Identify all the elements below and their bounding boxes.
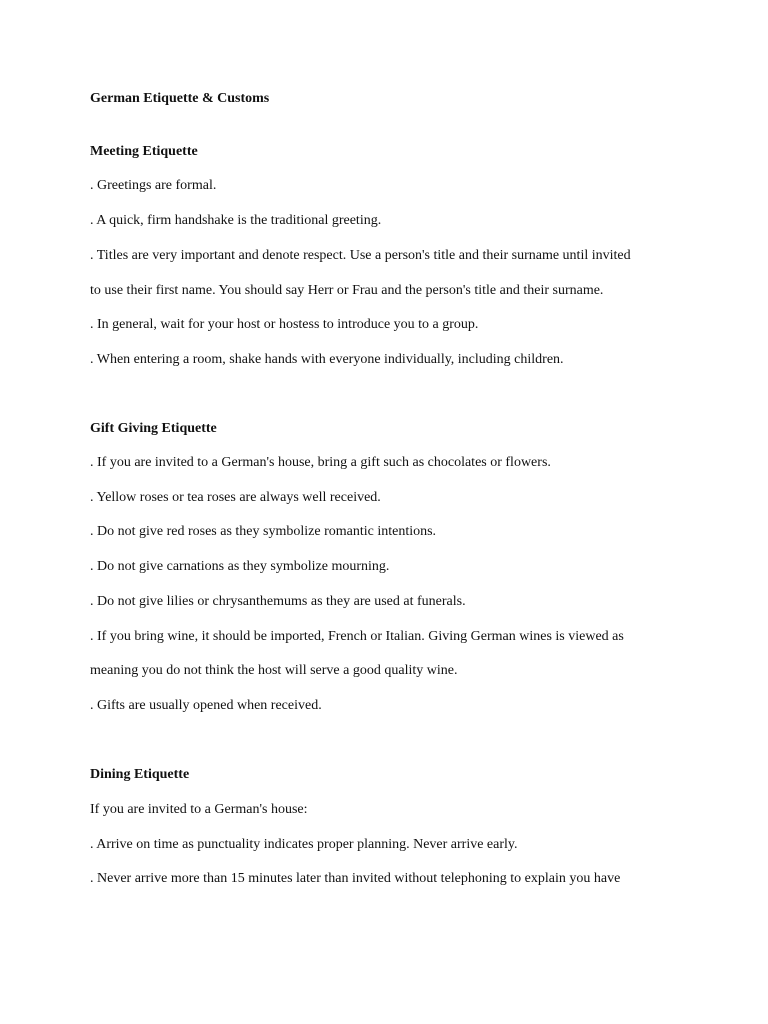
meeting-line: . Titles are very important and denote respect. Use a person's title and their surname until invited xyxy=(90,248,631,263)
section-heading-gift: Gift Giving Etiquette xyxy=(90,421,217,436)
gift-line: meaning you do not think the host will serve a good quality wine. xyxy=(90,663,458,678)
gift-line: . Do not give red roses as they symbolize romantic intentions. xyxy=(90,524,437,539)
gift-line: . Do not give lilies or chrysanthemums as they are used at funerals. xyxy=(90,594,466,609)
meeting-line: . In general, wait for your host or hostess to introduce you to a group. xyxy=(90,317,479,332)
gift-line: . Yellow roses or tea roses are always well received. xyxy=(90,490,381,505)
meeting-line: . Greetings are formal. xyxy=(90,178,217,193)
section-heading-meeting: Meeting Etiquette xyxy=(90,144,198,159)
dining-line: . Never arrive more than 15 minutes later than invited without telephoning to explain you have xyxy=(90,871,621,886)
section-heading-dining: Dining Etiquette xyxy=(90,767,190,782)
gift-line: . If you bring wine, it should be imported, French or Italian. Giving German wines is viewed as xyxy=(90,629,624,644)
meeting-line: to use their first name. You should say Herr or Frau and the person's title and their surname. xyxy=(90,283,604,298)
gift-line: . Gifts are usually opened when received. xyxy=(90,698,322,713)
dining-line: If you are invited to a German's house: xyxy=(90,802,308,817)
gift-line: . Do not give carnations as they symbolize mourning. xyxy=(90,559,390,574)
document-title: German Etiquette & Customs xyxy=(90,91,270,106)
dining-line: . Arrive on time as punctuality indicates proper planning. Never arrive early. xyxy=(90,837,518,852)
meeting-line: . When entering a room, shake hands with everyone individually, including children. xyxy=(90,352,564,367)
gift-line: . If you are invited to a German's house, bring a gift such as chocolates or flowers. xyxy=(90,455,551,470)
meeting-line: . A quick, firm handshake is the traditional greeting. xyxy=(90,213,382,228)
